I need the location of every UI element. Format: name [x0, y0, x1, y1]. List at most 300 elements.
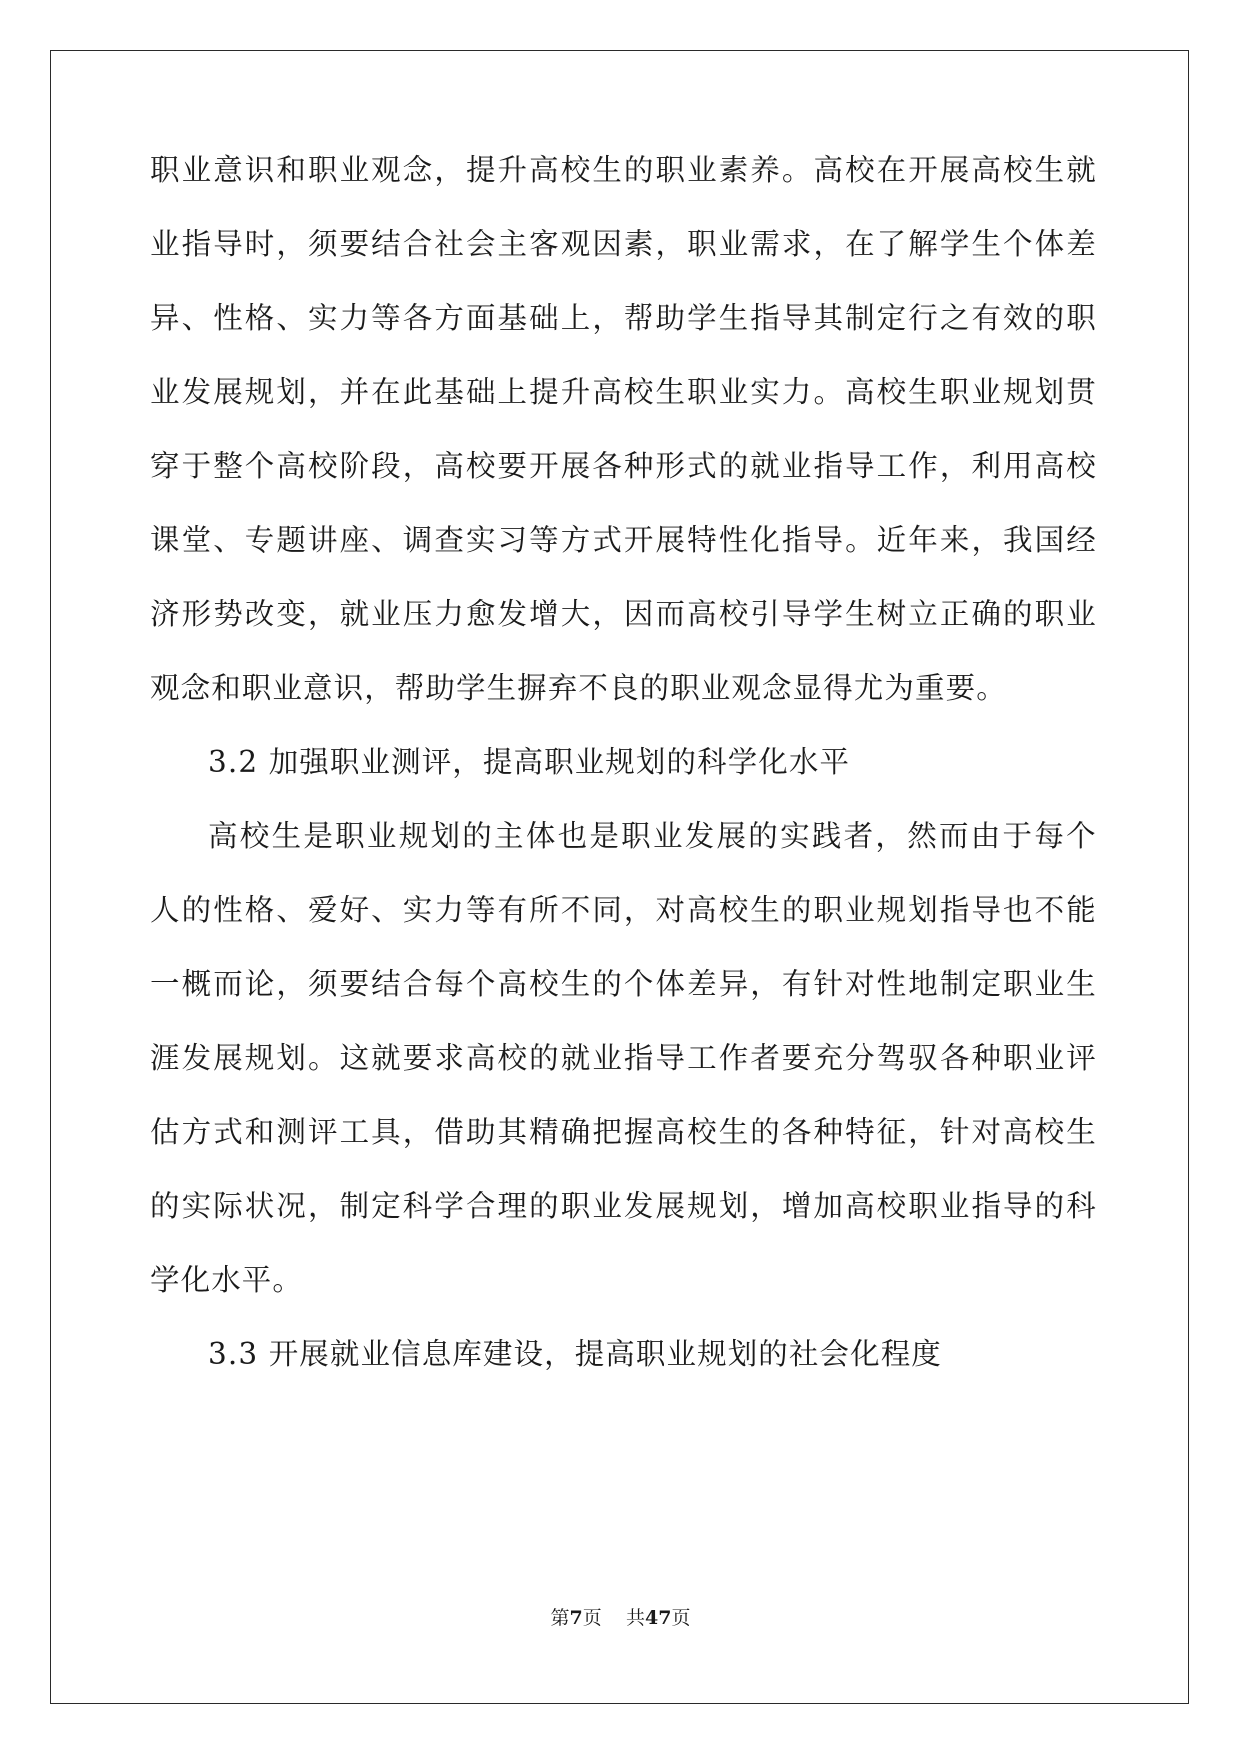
text-char: 要	[339, 227, 370, 261]
text-char: 生	[271, 819, 302, 853]
text-char: 于	[181, 449, 212, 483]
text-char: 求	[434, 1041, 465, 1075]
text-char: 式	[687, 449, 717, 483]
text-char: 高	[497, 967, 528, 1001]
text-char: 对	[845, 967, 875, 1001]
text-char: 生	[560, 967, 591, 1001]
text-char: 体	[655, 967, 686, 1001]
text-char: 校	[497, 1041, 528, 1075]
text-char: 生	[1034, 153, 1065, 187]
text-char: 差	[1066, 227, 1096, 261]
text-char: 精	[529, 1115, 559, 1149]
text-char: 职	[687, 227, 717, 261]
text-char: 。	[813, 375, 844, 409]
text-char: 的	[750, 1115, 780, 1149]
text-char: 论	[244, 967, 275, 1001]
text-char: 础	[465, 375, 496, 409]
text-char: 加	[813, 1189, 844, 1223]
text-char: 各	[781, 1115, 812, 1149]
text-char: 评	[1066, 1041, 1096, 1075]
text-char: 实	[402, 893, 433, 927]
text-char: 念	[402, 153, 433, 187]
text-char: 是	[303, 819, 334, 853]
text-char: 高	[276, 449, 307, 483]
text-char: 各	[592, 449, 623, 483]
text-char: 因	[592, 227, 623, 261]
footer-total-prefix: 共	[625, 1607, 645, 1629]
text-char: 展	[655, 1189, 686, 1223]
text-char: 所	[529, 893, 559, 927]
text-char: 愈	[465, 597, 496, 631]
text-char: 校	[718, 893, 749, 927]
text-char: 实	[780, 819, 810, 853]
text-char: 展	[939, 153, 970, 187]
footer-total-pages: 47	[644, 1607, 672, 1629]
text-char: 高	[592, 375, 623, 409]
text-char: ，	[750, 967, 780, 1001]
text-char: 其	[497, 1115, 528, 1149]
text-char: 借	[434, 1115, 465, 1149]
text-char: 划	[718, 1189, 749, 1223]
text-char: 在	[876, 153, 907, 187]
text-char: 助	[465, 1115, 496, 1149]
text-char: 业	[652, 819, 683, 853]
text-char: 贯	[1066, 375, 1096, 409]
text-char: 年	[908, 523, 938, 557]
text-char: 提	[465, 153, 496, 187]
text-char: 高	[971, 153, 1002, 187]
text-char: 、	[276, 893, 307, 927]
text-char: 者	[750, 1041, 780, 1075]
text-char: 客	[529, 227, 559, 261]
text-char: 展	[716, 819, 747, 853]
text-char: 导	[813, 523, 844, 557]
text-char: 校	[623, 375, 654, 409]
text-char: 实	[750, 375, 780, 409]
text-char: 规	[687, 1189, 717, 1223]
text-char: 确	[560, 1115, 591, 1149]
text-char: 生	[1066, 1115, 1096, 1149]
text-char: 的	[462, 819, 492, 853]
text-char: 划	[276, 375, 307, 409]
text-char: 制	[845, 301, 875, 335]
text-char: 之	[939, 301, 970, 335]
text-char: 划	[908, 893, 938, 927]
text-char: 性	[213, 893, 243, 927]
text-char: 的	[181, 893, 212, 927]
text-char: 方	[181, 1115, 212, 1149]
text-char: 效	[1003, 301, 1033, 335]
text-char: 职	[335, 819, 365, 853]
text-char: 高	[687, 893, 717, 927]
text-char: 各	[402, 301, 433, 335]
text-char: 、	[213, 523, 243, 557]
text-char: 高	[813, 153, 844, 187]
text-char: 养	[750, 153, 780, 187]
text-char: 业	[592, 1189, 623, 1223]
text-char: ，	[971, 523, 1002, 557]
paragraph-2-line-1	[208, 810, 1096, 862]
text-char: 合	[402, 967, 433, 1001]
text-char: 业	[718, 375, 749, 409]
text-char: 就	[371, 1041, 401, 1075]
paragraph-1-line-4	[150, 366, 1096, 418]
text-char: 生	[718, 1115, 749, 1149]
text-char: 展	[213, 1041, 243, 1075]
text-char: 。	[845, 523, 875, 557]
text-char: 帮	[623, 301, 654, 335]
text-char: 职	[908, 1189, 938, 1223]
text-char: 式	[592, 523, 623, 557]
text-char: 意	[213, 153, 243, 187]
text-char: 对	[655, 893, 686, 927]
paragraph-2-line-5	[150, 1106, 1096, 1158]
text-char: 座	[339, 523, 370, 557]
text-char: 估	[150, 1115, 180, 1149]
text-char: 而	[655, 597, 686, 631]
text-char: 立	[908, 597, 938, 631]
text-char: 各	[939, 1041, 970, 1075]
text-char: 变	[276, 597, 307, 631]
text-char: 导	[971, 893, 1002, 927]
text-char: 导	[1003, 1189, 1033, 1223]
text-char: 须	[307, 967, 338, 1001]
text-char: 的	[1003, 597, 1033, 631]
text-char: 然	[907, 819, 937, 853]
text-char: 查	[434, 523, 465, 557]
text-char: 个	[465, 967, 496, 1001]
section-heading-3-3: 3.3 开展就业信息库建设，提高职业规划的社会化程度	[208, 1337, 942, 1371]
text-char: 我	[1003, 523, 1033, 557]
text-char: 概	[181, 967, 212, 1001]
text-char: 升	[497, 153, 528, 187]
text-char: 势	[213, 597, 243, 631]
text-char: 并	[339, 375, 370, 409]
text-char: 生	[718, 301, 749, 335]
text-char: 上	[560, 301, 591, 335]
text-char: 工	[687, 1041, 717, 1075]
text-char: 作	[908, 449, 938, 483]
text-char: 高	[1003, 1115, 1033, 1149]
text-char: 需	[750, 227, 780, 261]
text-char: 堂	[181, 523, 212, 557]
paragraph-1-line-1	[150, 144, 1096, 196]
text-char: 、	[276, 301, 307, 335]
paragraph-1-line-2	[150, 218, 1096, 270]
text-char: ，	[402, 449, 433, 483]
paragraph-1-line-5	[150, 440, 1096, 492]
text-char: 的	[150, 1189, 180, 1223]
text-char: 业	[181, 153, 212, 187]
text-char: 高	[529, 153, 559, 187]
text-char: 、	[371, 893, 401, 927]
text-char: 行	[908, 301, 938, 335]
text-char: 业	[718, 227, 749, 261]
text-char: 制	[339, 1189, 370, 1223]
text-char: 定	[971, 967, 1002, 1001]
paragraph-2-line-2	[150, 884, 1096, 936]
text-char: 式	[213, 1115, 243, 1149]
footer-page-prefix: 第	[550, 1607, 570, 1629]
text-char: ，	[908, 1115, 938, 1149]
text-char: 主	[494, 819, 524, 853]
text-char: 高	[655, 1115, 686, 1149]
text-char: ，	[750, 1189, 780, 1223]
section-heading-3-2: 3.2 加强职业测评，提高职业规划的科学化水平	[208, 745, 851, 779]
text-char: 指	[813, 449, 844, 483]
text-char: 高	[845, 375, 875, 409]
text-char: 性	[718, 523, 749, 557]
text-char: 引	[750, 597, 780, 631]
text-char: 职	[655, 153, 686, 187]
text-char: 校	[1003, 153, 1033, 187]
text-char: 因	[623, 597, 654, 631]
text-char: 课	[150, 523, 180, 557]
text-char: 力	[781, 375, 812, 409]
text-char: 业	[845, 893, 875, 927]
text-char: ，	[434, 153, 465, 187]
text-char: 而	[938, 819, 969, 853]
text-char: 个	[1066, 819, 1096, 853]
text-char: 个	[244, 449, 275, 483]
text-char: 的	[1034, 1189, 1065, 1223]
text-char: 增	[529, 597, 559, 631]
text-char: 业	[687, 153, 717, 187]
text-char: 结	[371, 967, 401, 1001]
paragraph-2-line-4	[150, 1032, 1096, 1084]
text-char: 国	[1034, 523, 1065, 557]
text-char: 个	[623, 967, 654, 1001]
text-char: 特	[845, 1115, 875, 1149]
text-char: 用	[1003, 449, 1033, 483]
text-char: 发	[623, 1189, 654, 1223]
text-char: 学	[939, 227, 970, 261]
text-char: 有	[497, 893, 528, 927]
text-char: 针	[813, 967, 844, 1001]
text-char: 实	[181, 1189, 212, 1223]
text-char: 调	[402, 523, 433, 557]
text-char: 识	[244, 153, 275, 187]
text-char: 导	[213, 227, 243, 261]
text-char: 指	[939, 893, 970, 927]
text-char: 增	[781, 1189, 812, 1223]
text-char: 况	[276, 1189, 307, 1223]
text-char: ，	[623, 893, 654, 927]
text-char: 开	[908, 153, 938, 187]
text-char: 指	[750, 301, 780, 335]
text-char: 观	[371, 153, 401, 187]
text-char: 了	[876, 227, 907, 261]
text-char: 须	[307, 227, 338, 261]
text-char: 生	[971, 227, 1002, 261]
text-char: 业	[1034, 1041, 1065, 1075]
text-char: 生	[592, 153, 623, 187]
text-char: 把	[592, 1115, 623, 1149]
text-char: 习	[497, 523, 528, 557]
text-char: 要	[339, 967, 370, 1001]
text-char: 职	[307, 153, 338, 187]
text-char: 阶	[339, 449, 370, 483]
text-char: 有	[971, 301, 1002, 335]
text-char: 展	[655, 523, 686, 557]
text-char: 业	[592, 1041, 623, 1075]
text-char: 基	[434, 375, 465, 409]
text-char: 科	[1066, 1189, 1096, 1223]
paragraph-2-line-3	[150, 958, 1096, 1010]
text-char: 定	[876, 301, 907, 335]
text-char: 充	[813, 1041, 844, 1075]
text-char: 在	[845, 227, 875, 261]
text-char: ，	[939, 449, 970, 483]
text-char: 实	[307, 301, 338, 335]
text-char: 有	[781, 967, 812, 1001]
text-char: 种	[971, 1041, 1002, 1075]
paragraph-2-line-7: 学化水平。	[150, 1263, 304, 1297]
text-char: ，	[276, 227, 307, 261]
text-char: 理	[497, 1189, 528, 1223]
text-char: 制	[939, 967, 970, 1001]
text-char: 的	[623, 153, 654, 187]
text-char: 观	[560, 227, 591, 261]
text-char: 划	[1034, 375, 1065, 409]
text-char: 划	[430, 819, 461, 853]
text-char: 展	[560, 449, 591, 483]
text-char: 划	[276, 1041, 307, 1075]
text-char: 规	[398, 819, 429, 853]
text-char: 涯	[150, 1041, 180, 1075]
text-char: 展	[213, 375, 243, 409]
text-char: 助	[655, 301, 686, 335]
text-char: 测	[276, 1115, 307, 1149]
text-char: 压	[402, 597, 433, 631]
text-char: 方	[560, 523, 591, 557]
text-char: 不	[1034, 893, 1065, 927]
text-char: ，	[875, 819, 906, 853]
text-char: 格	[244, 301, 275, 335]
text-char: 指	[623, 1041, 654, 1075]
text-char: 一	[150, 967, 180, 1001]
text-char: 形	[181, 597, 212, 631]
text-char: 同	[592, 893, 623, 927]
text-char: 指	[781, 523, 812, 557]
text-char: 职	[560, 1189, 591, 1223]
text-char: 上	[497, 375, 528, 409]
paragraph-2-line-6	[150, 1180, 1096, 1232]
text-char: 。	[781, 153, 812, 187]
text-char: 要	[402, 1041, 433, 1075]
text-char: 在	[371, 375, 401, 409]
text-char: 好	[339, 893, 370, 927]
text-char: 指	[181, 227, 212, 261]
text-char: 校	[1034, 1115, 1065, 1149]
text-char: 导	[655, 1041, 686, 1075]
text-char: 校	[465, 449, 496, 483]
text-char: 地	[908, 967, 938, 1001]
text-char: 作	[718, 1041, 749, 1075]
text-char: 导	[845, 449, 875, 483]
text-char: 学	[813, 597, 844, 631]
text-char: 指	[971, 1189, 1002, 1223]
text-char: 每	[434, 967, 465, 1001]
text-char: 就	[560, 1041, 591, 1075]
text-char: 大	[560, 597, 591, 631]
text-char: 高	[1034, 449, 1065, 483]
text-char: 高	[208, 819, 238, 853]
paragraph-1-line-8: 观念和职业意识，帮助学生摒弃不良的职业观念显得尤为重要。	[150, 671, 1007, 705]
text-char: 高	[687, 597, 717, 631]
paragraph-1-line-3	[150, 292, 1096, 344]
text-char: ，	[592, 301, 623, 335]
text-char: 也	[557, 819, 588, 853]
text-char: 针	[939, 1115, 970, 1149]
text-char: ，	[276, 967, 307, 1001]
text-char: 生	[845, 597, 875, 631]
text-char: 体	[525, 819, 556, 853]
text-char: 种	[813, 1115, 844, 1149]
text-char: 每	[1034, 819, 1065, 853]
text-char: 。	[307, 1041, 338, 1075]
text-char: ，	[307, 375, 338, 409]
text-char: 正	[939, 597, 970, 631]
text-char: 校	[876, 375, 907, 409]
text-char: 种	[623, 449, 654, 483]
paragraph-1-line-7	[150, 588, 1096, 640]
text-char: 改	[244, 597, 275, 631]
text-char: 践	[811, 819, 842, 853]
text-char: 高	[434, 449, 465, 483]
text-char: 结	[371, 227, 401, 261]
text-char: 发	[181, 1041, 212, 1075]
text-char: 基	[497, 301, 528, 335]
text-char: 业	[150, 375, 180, 409]
text-char: 际	[213, 1189, 243, 1223]
text-char: 发	[181, 375, 212, 409]
text-char: 职	[1003, 967, 1033, 1001]
text-char: 此	[402, 375, 433, 409]
text-char: 要	[781, 1041, 812, 1075]
text-char: 力	[434, 597, 465, 631]
text-char: 校	[845, 153, 875, 187]
text-char: 由	[970, 819, 1001, 853]
text-char: 高	[465, 1041, 496, 1075]
text-char: 校	[560, 153, 591, 187]
text-char: 职	[1034, 597, 1065, 631]
text-char: 职	[687, 375, 717, 409]
text-char: 段	[371, 449, 401, 483]
text-char: 要	[497, 449, 528, 483]
text-char: 能	[1066, 893, 1096, 927]
text-char: 专	[244, 523, 275, 557]
text-char: 时	[244, 227, 275, 261]
text-char: 导	[781, 597, 812, 631]
text-char: 方	[434, 301, 465, 335]
text-char: 础	[529, 301, 559, 335]
text-char: 化	[750, 523, 780, 557]
text-char: 穿	[150, 449, 180, 483]
text-char: 差	[687, 967, 717, 1001]
text-char: 是	[589, 819, 620, 853]
text-char: 等	[529, 523, 559, 557]
text-char: 树	[876, 597, 907, 631]
text-char: 于	[1002, 819, 1033, 853]
text-char: 升	[560, 375, 591, 409]
text-char: 校	[687, 1115, 717, 1149]
text-char: 的	[592, 967, 623, 1001]
text-char: 讲	[307, 523, 338, 557]
text-char: 学	[434, 1189, 465, 1223]
text-char: 利	[971, 449, 1002, 483]
text-char: 济	[150, 597, 180, 631]
